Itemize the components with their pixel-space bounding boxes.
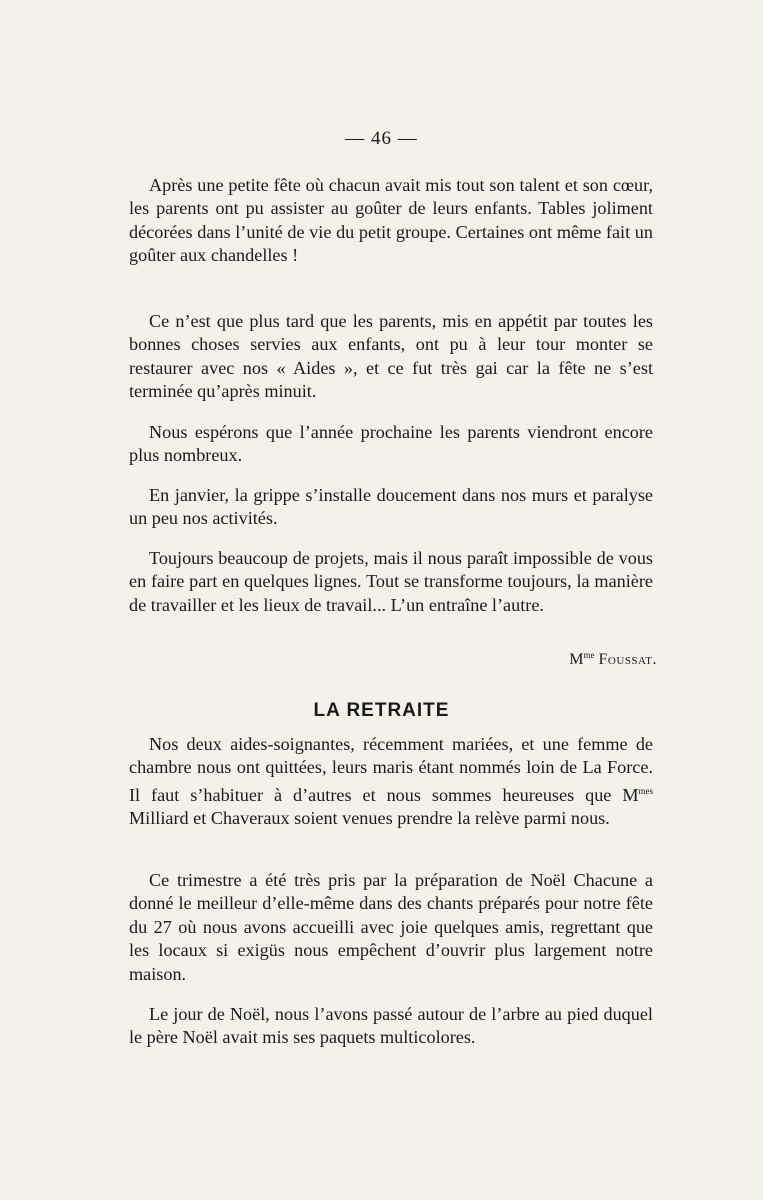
signature bbox=[129, 644, 657, 671]
paragraph-text: Toujours beaucoup de projets, mais il nous paraît impossible de vous en faire part en quelques lignes. Tout se transforme toujours, la manière de travailler et les lieux de travail... L’un entraîne l’autre. bbox=[129, 548, 653, 615]
signature-sup: me bbox=[583, 650, 595, 660]
section-heading: LA RETRAITE bbox=[313, 700, 450, 721]
paragraph bbox=[129, 869, 653, 986]
paragraph bbox=[129, 174, 653, 268]
paragraph-text-part: Milliard et Chaveraux soient venues prendre la relève parmi nous. bbox=[129, 808, 610, 829]
paragraph bbox=[129, 733, 653, 831]
paragraph bbox=[129, 484, 653, 531]
paragraph-text: Ce n’est que plus tard que les parents, mis en appétit par toutes les bonnes choses servies aux enfants, ont pu à leur tour monter se restaurer avec nos « Aides », et ce fut très gai car la fête ne s’est terminée qu’après minuit. bbox=[129, 311, 653, 402]
paragraph-text: En janvier, la grippe s’installe doucement dans nos murs et paralyse un peu nos activités. bbox=[129, 485, 653, 529]
superscript: mes bbox=[638, 785, 653, 796]
paragraph bbox=[129, 310, 653, 404]
paragraph bbox=[129, 547, 653, 617]
paragraph-text: Nous espérons que l’année prochaine les parents viendront encore plus nombreux. bbox=[129, 422, 653, 466]
signature-name: Foussat. bbox=[598, 651, 657, 668]
page-number: — 46 — bbox=[345, 128, 418, 149]
paragraph-text bbox=[129, 733, 653, 831]
paragraph bbox=[129, 1003, 653, 1050]
paragraph-text: Ce trimestre a été très pris par la préparation de Noël Chacune a donné le meilleur d’elle-même dans des chants préparés pour notre fête du 27 où nous avons accueilli avec joie quelques amis, regrettant que les locaux si exigüs nous empêchent d’ouvrir plus largement notre maison. bbox=[129, 870, 653, 984]
signature-prefix: M bbox=[569, 651, 584, 668]
paragraph-text: Le jour de Noël, nous l’avons passé autour de l’arbre au pied duquel le père Noël avait mis ses paquets multicolores. bbox=[129, 1004, 653, 1048]
paragraph-text-part: Nos deux aides-soignantes, récemment mariées, et une femme de chambre nous ont quittées, leurs maris étant nommés loin de La Force. Il faut s’habituer à d’autres et nous sommes heureuses que M bbox=[129, 734, 653, 805]
paragraph-text: Après une petite fête où chacun avait mis tout son talent et son cœur, les parents ont pu assister au goûter de leurs enfants. Tables joliment décorées dans l’unité de vie du petit groupe. Certaines ont même fait un goûter aux chandelles ! bbox=[129, 175, 653, 266]
paragraph bbox=[129, 421, 653, 468]
